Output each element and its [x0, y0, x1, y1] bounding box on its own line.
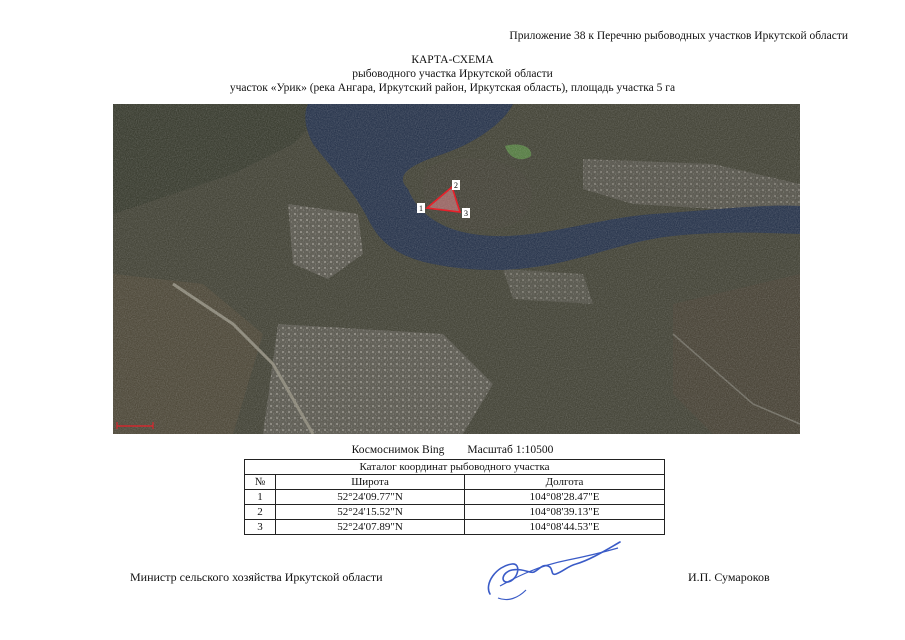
- handwritten-signature: [478, 536, 628, 606]
- col-number-header: №: [245, 475, 276, 490]
- row-longitude: 104°08'44.53"E: [465, 520, 665, 535]
- svg-text:1: 1: [419, 204, 423, 213]
- map-caption: [0, 444, 905, 456]
- row-number: 1: [245, 490, 276, 505]
- satellite-map: [113, 104, 800, 434]
- point-3-marker: [462, 208, 470, 218]
- row-number: 2: [245, 505, 276, 520]
- table-title: Каталог координат рыбоводного участка: [245, 460, 665, 475]
- minister-position: Министр сельского хозяйства Иркутской области: [130, 570, 383, 584]
- table-row: [245, 490, 665, 505]
- appendix-note: Приложение 38 к Перечню рыбоводных участков Иркутской области: [509, 30, 848, 42]
- signer-name: И.П. Сумароков: [688, 570, 770, 584]
- table-header-row: [245, 475, 665, 490]
- svg-text:2: 2: [454, 181, 458, 190]
- doc-subtitle: рыбоводного участка Иркутской области: [352, 68, 553, 80]
- map-image: [113, 104, 800, 434]
- map-scale: Масштаб 1:10500: [467, 444, 554, 456]
- row-latitude: 52°24'07.89"N: [276, 520, 465, 535]
- map-texture: [113, 104, 800, 434]
- row-longitude: 104°08'39.13"E: [465, 505, 665, 520]
- site-description: участок «Урик» (река Ангара, Иркутский район, Иркутская область), площадь участка 5 га: [229, 82, 676, 94]
- table-row: [245, 520, 665, 535]
- row-longitude: 104°08'28.47"E: [465, 490, 665, 505]
- title-block: [0, 53, 905, 95]
- coordinates-table: [244, 459, 665, 535]
- svg-text:3: 3: [464, 209, 468, 218]
- row-number: 3: [245, 520, 276, 535]
- table-row: [245, 505, 665, 520]
- doc-title: КАРТА-СХЕМА: [411, 54, 494, 66]
- point-1-marker: [417, 203, 425, 213]
- point-2-marker: [452, 180, 460, 190]
- row-latitude: 52°24'09.77"N: [276, 490, 465, 505]
- col-latitude-header: Широта: [276, 475, 465, 490]
- table-title-row: [245, 460, 665, 475]
- imagery-source: Космоснимок Bing: [351, 444, 445, 456]
- col-longitude-header: Долгота: [465, 475, 665, 490]
- row-latitude: 52°24'15.52"N: [276, 505, 465, 520]
